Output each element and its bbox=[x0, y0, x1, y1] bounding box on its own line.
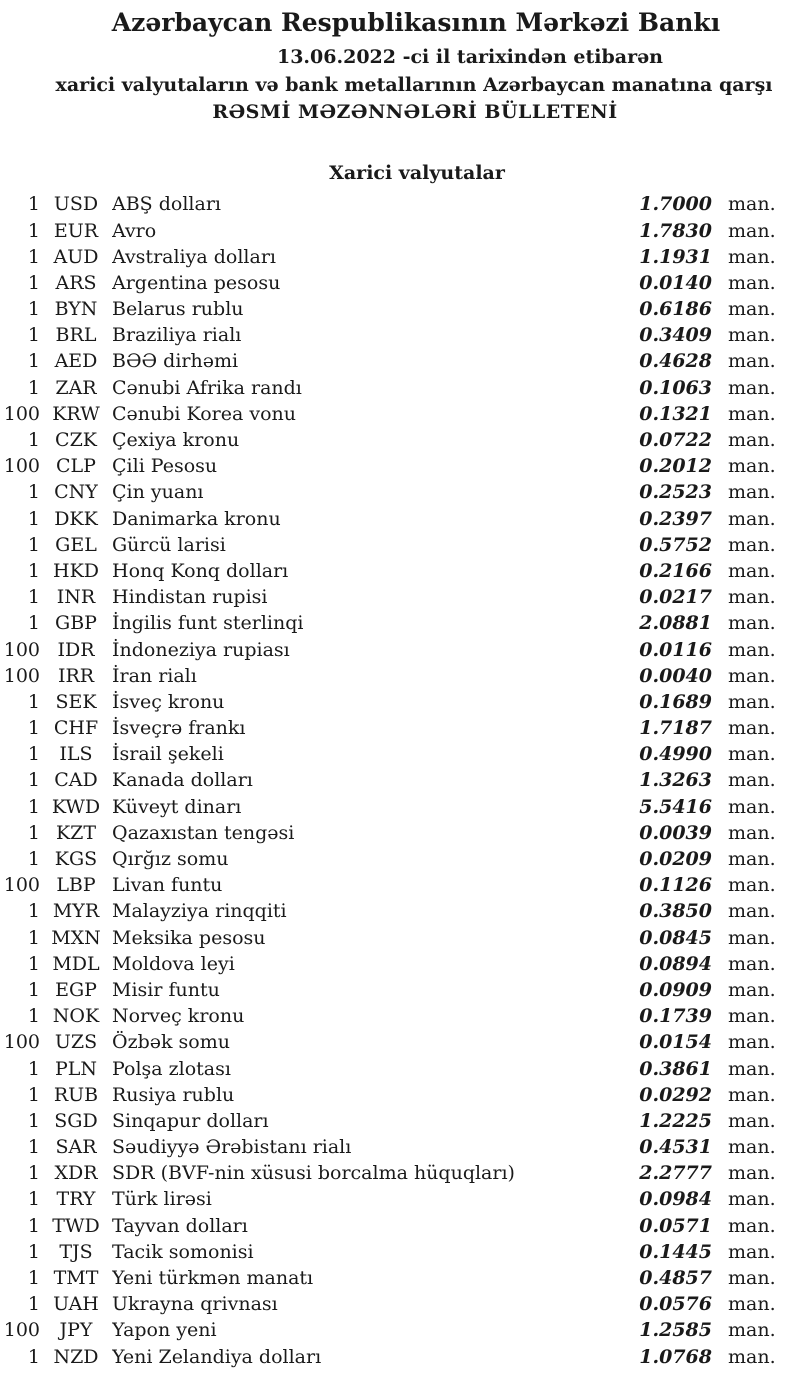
rate-value: 0.4531 bbox=[639, 1136, 712, 1159]
rate-row bbox=[0, 322, 776, 348]
rate-value: 0.4857 bbox=[639, 1267, 712, 1289]
currency-name: Cənubi Afrika randı bbox=[112, 376, 302, 399]
unit-label: man. bbox=[728, 271, 776, 294]
quantity: 1 bbox=[27, 769, 40, 792]
unit-label: man. bbox=[728, 1345, 776, 1368]
currency-name: İndoneziya rupiası bbox=[112, 638, 290, 661]
quantity: 1 bbox=[27, 1293, 40, 1316]
quantity: 1 bbox=[27, 271, 40, 294]
currency-code: KGS bbox=[54, 848, 98, 870]
quantity: 1 bbox=[27, 1267, 40, 1289]
rate-value: 1.3263 bbox=[639, 769, 712, 792]
rate-value: 0.0984 bbox=[639, 1188, 712, 1211]
rate-row bbox=[0, 1082, 776, 1108]
unit-label: man. bbox=[728, 1162, 776, 1185]
unit-label: man. bbox=[728, 743, 776, 766]
quantity: 1 bbox=[27, 1136, 40, 1159]
quantity: 1 bbox=[27, 1162, 40, 1185]
currency-code: SGD bbox=[54, 1109, 98, 1132]
unit-label: man. bbox=[728, 533, 776, 556]
rate-row bbox=[0, 584, 776, 610]
rate-row bbox=[0, 794, 776, 820]
rate-row bbox=[0, 1317, 776, 1343]
currency-name: Norveç kronu bbox=[112, 1005, 245, 1028]
rate-row bbox=[0, 767, 776, 793]
unit-label: man. bbox=[728, 507, 776, 530]
effective-date-line: 13.06.2022 -ci il tarixindən etibarən bbox=[276, 45, 663, 68]
currency-code: HKD bbox=[53, 559, 99, 582]
currency-name: Özbək somu bbox=[112, 1031, 230, 1054]
rate-value: 1.7187 bbox=[639, 717, 712, 740]
currency-code: ILS bbox=[59, 743, 93, 766]
rate-row bbox=[0, 610, 776, 636]
currency-code: KRW bbox=[52, 402, 100, 425]
currency-name: Küveyt dinarı bbox=[112, 795, 242, 818]
currency-code: TRY bbox=[56, 1188, 96, 1211]
unit-label: man. bbox=[728, 481, 776, 504]
currency-name: Belarus rublu bbox=[112, 298, 244, 321]
currency-name: Gürcü larisi bbox=[112, 533, 226, 556]
currency-name: Honq Konq dolları bbox=[112, 559, 289, 582]
rate-row bbox=[0, 296, 776, 322]
rate-row bbox=[0, 1291, 776, 1317]
currency-name: Yeni Zelandiya dolları bbox=[112, 1345, 322, 1368]
unit-label: man. bbox=[728, 1057, 776, 1080]
currency-name: Avro bbox=[112, 219, 157, 242]
currency-code: GEL bbox=[55, 533, 97, 556]
quantity: 1 bbox=[27, 507, 40, 530]
rate-row bbox=[0, 977, 776, 1003]
quantity: 100 bbox=[3, 455, 40, 478]
currency-code: BRL bbox=[55, 324, 97, 347]
quantity: 1 bbox=[27, 245, 40, 268]
unit-label: man. bbox=[728, 245, 776, 268]
currency-name: Rusiya rublu bbox=[112, 1083, 235, 1106]
currency-name: Sinqapur dolları bbox=[112, 1109, 269, 1132]
currency-code: JPY bbox=[59, 1319, 93, 1342]
currency-name: Səudiyyə Ərəbistanı rialı bbox=[112, 1136, 352, 1159]
currency-code: INR bbox=[56, 586, 96, 609]
currency-name: Yapon yeni bbox=[112, 1319, 217, 1342]
currency-code: TWD bbox=[52, 1214, 100, 1237]
rate-value: 0.3861 bbox=[639, 1057, 712, 1080]
currency-code: DKK bbox=[54, 507, 98, 530]
unit-label: man. bbox=[728, 1109, 776, 1132]
quantity: 100 bbox=[3, 402, 40, 425]
currency-name: Polşa zlotası bbox=[112, 1057, 231, 1080]
currency-name: Cənubi Korea vonu bbox=[112, 402, 296, 425]
rate-value: 0.6186 bbox=[639, 298, 712, 321]
currency-name: Danimarka kronu bbox=[112, 507, 281, 530]
rate-row bbox=[0, 846, 776, 872]
rate-row bbox=[0, 689, 776, 715]
unit-label: man. bbox=[728, 1188, 776, 1211]
unit-label: man. bbox=[728, 978, 776, 1001]
currency-code: GBP bbox=[55, 612, 97, 635]
unit-label: man. bbox=[728, 769, 776, 792]
currency-code: UAH bbox=[53, 1293, 99, 1316]
currency-code: USD bbox=[53, 193, 99, 216]
unit-label: man. bbox=[728, 638, 776, 661]
currency-name: Kanada dolları bbox=[112, 769, 253, 792]
currency-code: ARS bbox=[55, 271, 97, 294]
currency-code: KZT bbox=[55, 821, 97, 844]
rate-value: 0.3850 bbox=[639, 900, 712, 923]
rates-table bbox=[0, 191, 800, 1369]
currency-name: İsrail şekeli bbox=[112, 743, 224, 766]
currency-name: Argentina pesosu bbox=[112, 271, 281, 294]
rate-row bbox=[0, 479, 776, 505]
quantity: 1 bbox=[27, 1109, 40, 1132]
currency-name: BƏƏ dirhəmi bbox=[112, 350, 239, 373]
rate-row bbox=[0, 663, 776, 689]
rate-value: 0.4990 bbox=[639, 743, 712, 766]
quantity: 1 bbox=[27, 743, 40, 766]
rate-value: 1.7000 bbox=[639, 193, 712, 216]
rate-row bbox=[0, 898, 776, 924]
unit-label: man. bbox=[728, 298, 776, 321]
currency-name: İran rialı bbox=[112, 664, 197, 687]
currency-code: RUB bbox=[53, 1083, 99, 1106]
quantity: 1 bbox=[27, 586, 40, 609]
quantity: 1 bbox=[27, 298, 40, 321]
rate-value: 0.0571 bbox=[639, 1214, 712, 1237]
unit-label: man. bbox=[728, 1293, 776, 1316]
currency-code: SEK bbox=[55, 690, 97, 713]
currency-name: Misir funtu bbox=[112, 978, 220, 1001]
quantity: 100 bbox=[3, 874, 40, 897]
currency-code: SAR bbox=[55, 1136, 97, 1159]
currency-code: AUD bbox=[53, 245, 99, 268]
currency-code: CAD bbox=[54, 769, 98, 792]
rate-value: 0.1689 bbox=[639, 690, 712, 713]
unit-label: man. bbox=[728, 874, 776, 897]
quantity: 1 bbox=[27, 533, 40, 556]
currency-code: MYR bbox=[52, 900, 100, 923]
currency-code: TMT bbox=[53, 1267, 99, 1289]
currency-code: CHF bbox=[53, 717, 99, 740]
quantity: 1 bbox=[27, 952, 40, 975]
rate-row bbox=[0, 532, 776, 558]
rate-value: 1.2585 bbox=[639, 1319, 712, 1342]
unit-label: man. bbox=[728, 821, 776, 844]
currency-code: EUR bbox=[53, 219, 99, 242]
currency-name: İsveç kronu bbox=[112, 690, 225, 713]
unit-label: man. bbox=[728, 429, 776, 451]
rate-value: 0.1445 bbox=[639, 1240, 712, 1263]
unit-label: man. bbox=[728, 1136, 776, 1159]
currency-name: Meksika pesosu bbox=[112, 926, 266, 949]
rate-row bbox=[0, 1265, 776, 1291]
rate-row bbox=[0, 951, 776, 977]
rate-value: 0.0154 bbox=[639, 1031, 712, 1054]
currency-name: Yeni türkmən manatı bbox=[112, 1267, 314, 1289]
quantity: 1 bbox=[27, 821, 40, 844]
currency-name: Ukrayna qrivnası bbox=[112, 1293, 278, 1316]
currency-code: ZAR bbox=[55, 376, 97, 399]
currency-name: Tayvan dolları bbox=[112, 1214, 248, 1237]
unit-label: man. bbox=[728, 848, 776, 870]
quantity: 1 bbox=[27, 429, 40, 451]
rate-row bbox=[0, 1134, 776, 1160]
currency-name: SDR (BVF-nin xüsusi borcalma hüquqları) bbox=[112, 1162, 515, 1185]
currency-name: Avstraliya dolları bbox=[112, 245, 276, 268]
currency-code: UZS bbox=[54, 1031, 98, 1054]
bulletin-header bbox=[0, 0, 800, 122]
rate-value: 0.4628 bbox=[639, 350, 712, 373]
rate-value: 0.0039 bbox=[639, 821, 712, 844]
currency-name: Tacik somonisi bbox=[112, 1240, 254, 1263]
currency-name: ABŞ dolları bbox=[112, 193, 221, 216]
quantity: 1 bbox=[27, 978, 40, 1001]
unit-label: man. bbox=[728, 324, 776, 347]
quantity: 100 bbox=[3, 664, 40, 687]
rate-value: 1.2225 bbox=[639, 1109, 712, 1132]
rate-value: 0.0040 bbox=[639, 664, 712, 687]
rate-row bbox=[0, 1108, 776, 1134]
currency-name: Türk lirəsi bbox=[112, 1188, 212, 1211]
bank-title: Azərbaycan Respublikasının Mərkəzi Bankı bbox=[111, 8, 721, 37]
unit-label: man. bbox=[728, 1214, 776, 1237]
rate-row bbox=[0, 348, 776, 374]
quantity: 1 bbox=[27, 1005, 40, 1028]
unit-label: man. bbox=[728, 455, 776, 478]
currency-name: Braziliya rialı bbox=[112, 324, 242, 347]
unit-label: man. bbox=[728, 690, 776, 713]
currency-code: CNY bbox=[54, 481, 98, 504]
quantity: 1 bbox=[27, 717, 40, 740]
unit-label: man. bbox=[728, 795, 776, 818]
currency-code: LBP bbox=[56, 874, 96, 897]
rate-row bbox=[0, 401, 776, 427]
rate-value: 5.5416 bbox=[639, 795, 712, 818]
rate-value: 0.2166 bbox=[639, 559, 712, 582]
section-title-foreign-currencies: Xarici valyutalar bbox=[329, 162, 505, 185]
quantity: 1 bbox=[27, 795, 40, 818]
rate-row bbox=[0, 427, 776, 453]
currency-code: IRR bbox=[57, 664, 95, 687]
currency-name: İngilis funt sterlinqi bbox=[112, 612, 304, 635]
quantity: 1 bbox=[27, 376, 40, 399]
unit-label: man. bbox=[728, 1031, 776, 1054]
currency-code: NOK bbox=[52, 1005, 100, 1028]
quantity: 1 bbox=[27, 324, 40, 347]
unit-label: man. bbox=[728, 664, 776, 687]
currency-code: IDR bbox=[57, 638, 95, 661]
quantity: 1 bbox=[27, 219, 40, 242]
rate-value: 1.7830 bbox=[639, 219, 712, 242]
rate-value: 0.0116 bbox=[639, 638, 712, 661]
rate-value: 0.0845 bbox=[639, 926, 712, 949]
unit-label: man. bbox=[728, 1267, 776, 1289]
rate-row bbox=[0, 506, 776, 532]
currency-code: NZD bbox=[53, 1345, 99, 1368]
rate-row bbox=[0, 925, 776, 951]
currency-code: CLP bbox=[56, 455, 96, 478]
currency-name: Qırğız somu bbox=[112, 848, 229, 870]
unit-label: man. bbox=[728, 219, 776, 242]
quantity: 1 bbox=[27, 193, 40, 216]
rate-value: 0.0217 bbox=[639, 586, 712, 609]
currency-code: KWD bbox=[51, 795, 101, 818]
rate-value: 1.1931 bbox=[639, 245, 712, 268]
quantity: 1 bbox=[27, 1345, 40, 1368]
quantity: 100 bbox=[3, 1319, 40, 1342]
rate-row bbox=[0, 453, 776, 479]
unit-label: man. bbox=[728, 900, 776, 923]
rate-row bbox=[0, 1003, 776, 1029]
rate-row bbox=[0, 741, 776, 767]
currency-name: İsveçrə frankı bbox=[112, 717, 246, 740]
rate-value: 2.2777 bbox=[639, 1162, 712, 1185]
quantity: 1 bbox=[27, 926, 40, 949]
rate-value: 1.0768 bbox=[639, 1345, 712, 1368]
quantity: 1 bbox=[27, 481, 40, 504]
quantity: 1 bbox=[27, 1240, 40, 1263]
rate-value: 0.2012 bbox=[639, 455, 712, 478]
rate-row bbox=[0, 244, 776, 270]
rate-row bbox=[0, 637, 776, 663]
rate-row bbox=[0, 1239, 776, 1265]
currency-name: Moldova leyi bbox=[112, 952, 235, 975]
rate-value: 0.0909 bbox=[639, 978, 712, 1001]
rate-row bbox=[0, 872, 776, 898]
rate-row bbox=[0, 375, 776, 401]
quantity: 1 bbox=[27, 559, 40, 582]
rate-value: 0.0576 bbox=[639, 1293, 712, 1316]
rate-row bbox=[0, 1186, 776, 1212]
rate-value: 0.2523 bbox=[639, 481, 712, 504]
rate-value: 0.0894 bbox=[639, 952, 712, 975]
quantity: 1 bbox=[27, 350, 40, 373]
unit-label: man. bbox=[728, 1083, 776, 1106]
quantity: 1 bbox=[27, 1057, 40, 1080]
quantity: 1 bbox=[27, 848, 40, 870]
rate-row bbox=[0, 820, 776, 846]
unit-label: man. bbox=[728, 402, 776, 425]
rate-row bbox=[0, 270, 776, 296]
rate-row bbox=[0, 715, 776, 741]
currency-code: MDL bbox=[52, 952, 100, 975]
currency-code: EGP bbox=[55, 978, 97, 1001]
currency-name: Livan funtu bbox=[112, 874, 223, 897]
quantity: 1 bbox=[27, 900, 40, 923]
rate-value: 0.0209 bbox=[639, 848, 712, 870]
unit-label: man. bbox=[728, 1005, 776, 1028]
unit-label: man. bbox=[728, 559, 776, 582]
currency-code: BYN bbox=[54, 298, 98, 321]
rate-value: 0.3409 bbox=[639, 324, 712, 347]
bulletin-subtitle: xarici valyutaların və bank metallarının Azərbaycan manatına qarşı bbox=[55, 73, 773, 96]
unit-label: man. bbox=[728, 717, 776, 740]
quantity: 1 bbox=[27, 690, 40, 713]
bulletin-title: RƏSMİ MƏZƏNNƏLƏRİ BÜLLETENİ bbox=[212, 100, 618, 123]
unit-label: man. bbox=[728, 376, 776, 399]
currency-code: CZK bbox=[55, 429, 97, 451]
rate-value: 0.5752 bbox=[639, 533, 712, 556]
rate-value: 0.1126 bbox=[639, 874, 712, 897]
rate-row bbox=[0, 1344, 776, 1370]
unit-label: man. bbox=[728, 350, 776, 373]
rate-value: 0.0292 bbox=[639, 1083, 712, 1106]
quantity: 100 bbox=[3, 638, 40, 661]
unit-label: man. bbox=[728, 586, 776, 609]
unit-label: man. bbox=[728, 193, 776, 216]
rate-value: 0.2397 bbox=[639, 507, 712, 530]
rate-row bbox=[0, 1056, 776, 1082]
currency-name: Hindistan rupisi bbox=[112, 586, 268, 609]
unit-label: man. bbox=[728, 952, 776, 975]
rate-row bbox=[0, 1213, 776, 1239]
rate-row bbox=[0, 218, 776, 244]
rate-value: 0.1321 bbox=[639, 402, 712, 425]
rate-value: 0.0140 bbox=[639, 271, 712, 294]
currency-name: Malayziya rinqqiti bbox=[112, 900, 287, 923]
quantity: 1 bbox=[27, 612, 40, 635]
rate-row bbox=[0, 1029, 776, 1055]
currency-code: AED bbox=[54, 350, 98, 373]
currency-code: XDR bbox=[54, 1162, 98, 1185]
unit-label: man. bbox=[728, 926, 776, 949]
unit-label: man. bbox=[728, 1240, 776, 1263]
rate-row bbox=[0, 558, 776, 584]
currency-code: MXN bbox=[51, 926, 101, 949]
currency-name: Çexiya kronu bbox=[112, 429, 240, 451]
quantity: 100 bbox=[3, 1031, 40, 1054]
quantity: 1 bbox=[27, 1214, 40, 1237]
unit-label: man. bbox=[728, 1319, 776, 1342]
rate-row bbox=[0, 1160, 776, 1186]
rate-value: 0.1739 bbox=[639, 1005, 712, 1028]
currency-name: Qazaxıstan tengəsi bbox=[112, 821, 295, 844]
rate-row bbox=[0, 191, 776, 217]
quantity: 1 bbox=[27, 1083, 40, 1106]
currency-name: Çili Pesosu bbox=[112, 455, 218, 478]
unit-label: man. bbox=[728, 612, 776, 635]
rate-value: 0.0722 bbox=[639, 429, 712, 451]
currency-code: PLN bbox=[54, 1057, 98, 1080]
currency-name: Çin yuanı bbox=[112, 481, 204, 504]
rate-value: 0.1063 bbox=[639, 376, 712, 399]
quantity: 1 bbox=[27, 1188, 40, 1211]
currency-code: TJS bbox=[59, 1240, 93, 1263]
rate-value: 2.0881 bbox=[639, 612, 712, 635]
